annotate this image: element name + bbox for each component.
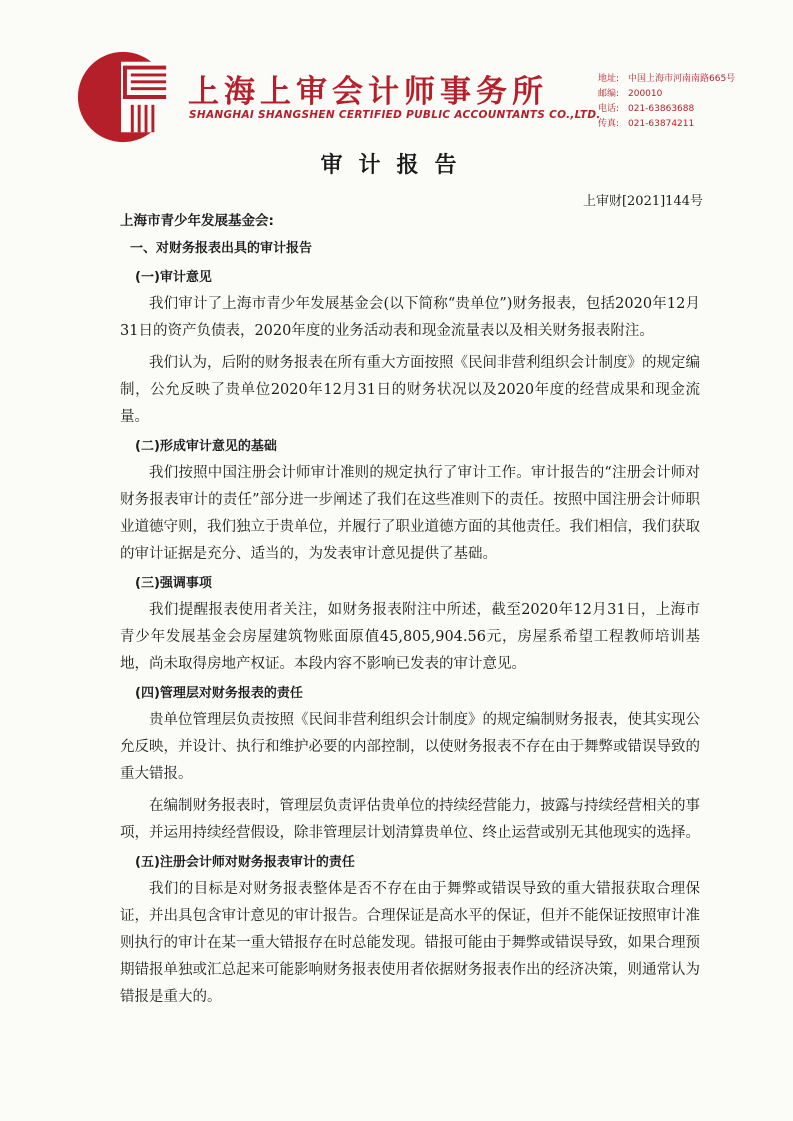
- firm-name-en: SHANGHAI SHANGSHEN CERTIFIED PUBLIC ACCOUNTANTS CO.,LTD.: [189, 109, 601, 121]
- subsection-heading-opinion: (一)审计意见: [135, 270, 212, 285]
- contact-address: 地址: 中国上海市河南南路665号: [598, 74, 736, 84]
- contact-postcode: 邮编: 200010: [598, 89, 663, 99]
- subsection-heading-basis: (二)形成审计意见的基础: [135, 439, 277, 454]
- subsection-heading-management: (四)管理层对财务报表的责任: [135, 686, 303, 701]
- contact-block: [598, 72, 735, 132]
- contact-fax: 传真: 021-63874211: [598, 119, 695, 129]
- subsection-heading-emphasis: (三)强调事项: [135, 576, 212, 591]
- subsection-heading-auditor: (五)注册会计师对财务报表审计的责任: [135, 855, 355, 870]
- report-body: [120, 208, 700, 1011]
- paragraph: 我们审计了上海市青少年发展基金会(以下简称“贵单位”)财务报表，包括2020年12月31日的资产负债表，2020年度的业务活动表和现金流量表以及相关财务报表附注。: [120, 296, 700, 339]
- paragraph: 我们认为，后附的财务报表在所有重大方面按照《民间非营利组织会计制度》的规定编制，公允反映了贵单位2020年12月31日的财务状况以及2020年度的经营成果和现金流量。: [120, 355, 700, 425]
- paragraph: 贵单位管理层负责按照《民间非营利组织会计制度》的规定编制财务报表，使其实现公允反映，并设计、执行和维护必要的内部控制，以使财务报表不存在由于舞弊或错误导致的重大错报。: [120, 712, 700, 782]
- letterhead: [0, 0, 793, 140]
- contact-phone: 电话: 021-63863688: [598, 104, 695, 114]
- paragraph: 我们提醒报表使用者关注，如财务报表附注中所述，截至2020年12月31日，上海市青少年发展基金会房屋建筑物账面原值45,805,904.56元，房屋系希望工程教师培训基地，尚未取得房地产权证。本段内容不影响已发表的审计意见。: [120, 602, 700, 672]
- reference-number: 上审财[2021]144号: [582, 194, 703, 209]
- paragraph: 在编制财务报表时，管理层负责评估贵单位的持续经营能力，披露与持续经营相关的事项，并运用持续经营假设，除非管理层计划清算贵单位、终止运营或别无其他现实的选择。: [120, 798, 700, 841]
- firm-logo-icon: [74, 48, 172, 146]
- document-title: 审计报告: [320, 153, 473, 178]
- firm-name-cn: 上海上审会计师事务所: [188, 74, 548, 110]
- section-heading: 一、对财务报表出具的审计报告: [130, 241, 313, 256]
- addressee: 上海市青少年发展基金会:: [120, 213, 274, 229]
- paragraph: 我们的目标是对财务报表整体是否不存在由于舞弊或错误导致的重大错报获取合理保证，并出具包含审计意见的审计报告。合理保证是高水平的保证，但并不能保证按照审计准则执行的审计在某一重大错报存在时总能发现。错报可能由于舞弊或错误导致，如果合理预期错报单独或汇总起来可能影响财务报表使用者依据财务报表作出的经济决策，则通常认为错报是重大的。: [120, 881, 700, 1005]
- paragraph: 我们按照中国注册会计师审计准则的规定执行了审计工作。审计报告的“注册会计师对财务报表审计的责任”部分进一步阐述了我们在这些准则下的责任。按照中国注册会计师职业道德守则，我们独立于贵单位，并履行了职业道德方面的其他责任。我们相信，我们获取的审计证据是充分、适当的，为发表审计意见提供了基础。: [120, 465, 700, 562]
